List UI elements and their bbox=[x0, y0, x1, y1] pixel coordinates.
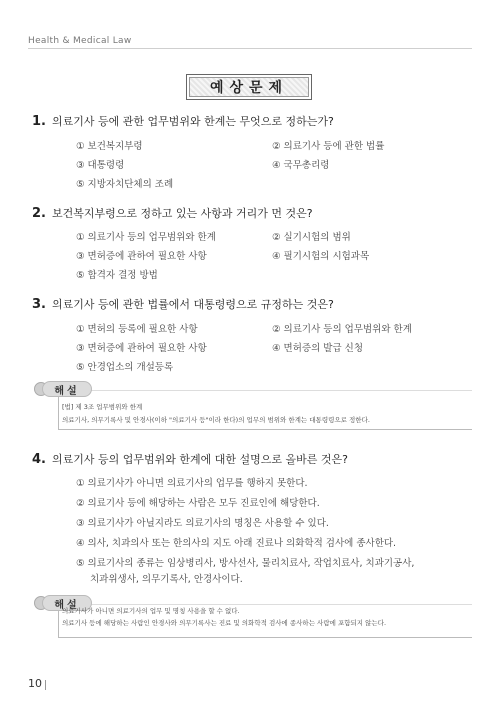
question-stem: 의료기사 등에 관한 법률에서 대통령령으로 규정하는 것은? bbox=[51, 298, 334, 311]
option: ② 의료기사 등에 관한 법률 bbox=[272, 141, 385, 152]
explanation-line: 의료기사, 의무기록사 및 안경사(이하 "의료기사 등"이라 한다)의 업무의 범위와 한계는 대통령령으로 정한다. bbox=[62, 416, 370, 424]
question-number: 2. bbox=[32, 206, 46, 221]
question-stem: 보건복지부령으로 정하고 있는 사항과 거리가 먼 것은? bbox=[51, 207, 313, 220]
option: ④ 필기시험의 시험과목 bbox=[272, 251, 370, 262]
option: ③ 대통령령 bbox=[76, 160, 125, 171]
option: ② 의료기사 등의 업무범위와 한계 bbox=[272, 324, 412, 335]
question-number: 4. bbox=[32, 452, 46, 467]
option: ② 의료기사 등에 해당하는 사람은 모두 진료인에 해당한다. bbox=[76, 498, 320, 509]
option: ③ 면허증에 관하여 필요한 사항 bbox=[76, 251, 207, 262]
option: ② 실기시험의 범위 bbox=[272, 232, 351, 243]
option: ④ 면허증의 발급 신청 bbox=[272, 343, 363, 354]
question-stem: 의료기사 등의 업무범위와 한계에 대한 설명으로 올바른 것은? bbox=[51, 453, 348, 466]
option: ③ 의료기사가 아닐지라도 의료기사의 명칭은 사용할 수 있다. bbox=[76, 518, 329, 529]
option: ⑤ 안경업소의 개설등록 bbox=[76, 362, 174, 373]
question-number: 1. bbox=[32, 114, 46, 129]
page-number: 10 bbox=[28, 677, 42, 690]
explanation-line: 의료기사 등에 해당하는 사람인 안경사와 의무기록사는 진료 및 의화학적 검사에 종사하는 사람에 포함되지 않는다. bbox=[62, 619, 387, 627]
option: ① 보건복지부령 bbox=[76, 141, 143, 152]
explanation-line: [법] 제 3조 업무범위와 한계 bbox=[62, 403, 143, 411]
page-number-divider bbox=[45, 680, 46, 690]
explanation-line: 의료기사가 아니면 의료기사의 업무 및 명칭 사용을 할 수 없다. bbox=[62, 607, 240, 615]
header-divider bbox=[28, 48, 472, 49]
option: ⑤ 지방자치단체의 조례 bbox=[76, 179, 174, 190]
question-1 bbox=[32, 113, 334, 129]
option: ① 의료기사 등의 업무범위와 한계 bbox=[76, 232, 216, 243]
explanation-label: 해설 bbox=[42, 595, 92, 611]
section-banner bbox=[186, 74, 312, 100]
option: ④ 의사, 치과의사 또는 한의사의 지도 아래 진료나 의화학적 검사에 종사한다. bbox=[76, 538, 397, 549]
option-continuation: 치과위생사, 의무기록사, 안경사이다. bbox=[90, 574, 243, 585]
running-header: Health & Medical Law bbox=[28, 36, 132, 46]
option: ③ 면허증에 관하여 필요한 사항 bbox=[76, 343, 207, 354]
question-2 bbox=[32, 205, 313, 221]
option: ① 면허의 등록에 필요한 사항 bbox=[76, 324, 198, 335]
option: ⑤ 합격자 결정 방법 bbox=[76, 270, 158, 281]
option: ⑤ 의료기사의 종류는 임상병리사, 방사선사, 물리치료사, 작업치료사, 치과기공사, bbox=[76, 558, 415, 569]
question-4 bbox=[32, 451, 348, 467]
question-3 bbox=[32, 296, 334, 312]
option: ④ 국무총리령 bbox=[272, 160, 330, 171]
explanation-label: 해설 bbox=[42, 381, 92, 397]
question-stem: 의료기사 등에 관한 업무범위와 한계는 무엇으로 정하는가? bbox=[51, 115, 334, 128]
option: ① 의료기사가 아니면 의료기사의 업무를 행하지 못한다. bbox=[76, 478, 308, 489]
banner-title: 예상문제 bbox=[209, 80, 289, 96]
question-number: 3. bbox=[32, 297, 46, 312]
